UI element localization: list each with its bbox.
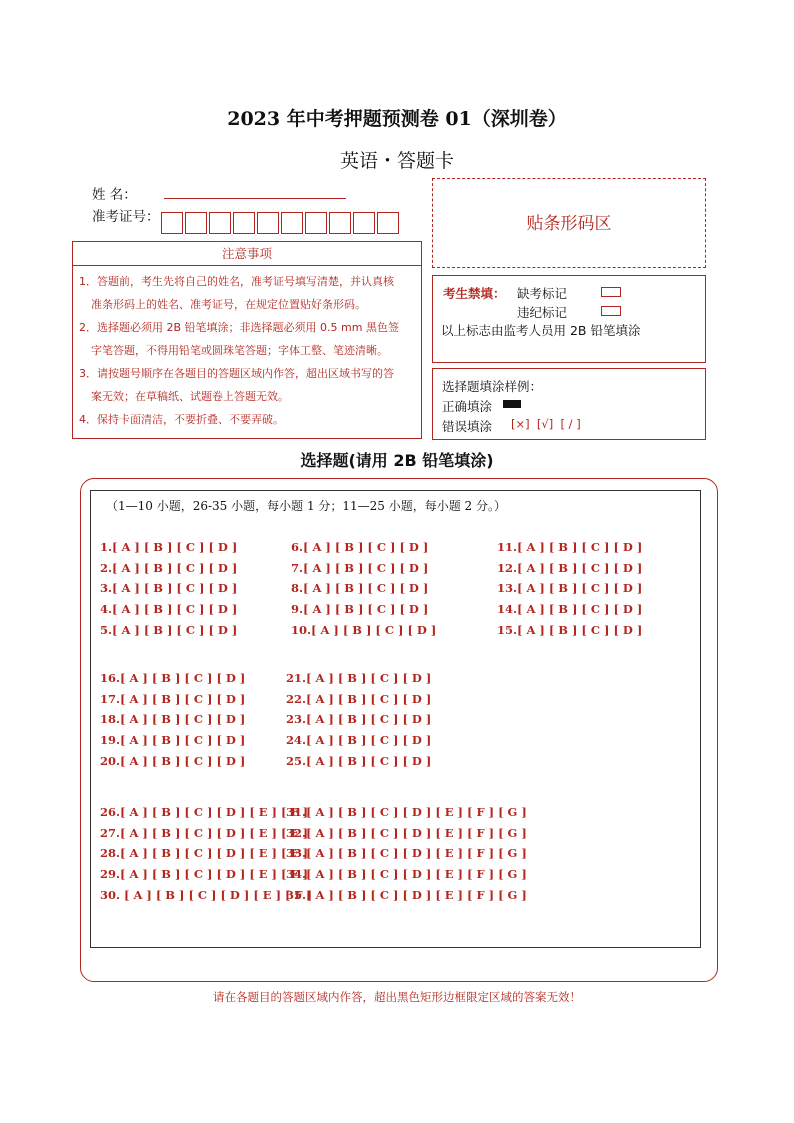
question-row[interactable]: 32.[ A ] [ B ] [ C ] [ D ] [ E ] [ F ] [ G ] xyxy=(286,825,527,840)
question-row[interactable]: 3.[ A ] [ B ] [ C ] [ D ] xyxy=(100,581,238,596)
question-row[interactable]: 30. [ A ] [ B ] [ C ] [ D ] [ E ] [ F ] xyxy=(100,887,313,902)
question-row[interactable]: 29.[ A ] [ B ] [ C ] [ D ] [ E ] [ F ] xyxy=(100,867,309,882)
examiner-note: 以上标志由监考人员用 2B 铅笔填涂 xyxy=(441,323,641,338)
id-digit-box[interactable] xyxy=(233,212,255,234)
section-title: 选择题(请用 2B 铅笔填涂) xyxy=(300,451,494,470)
question-row[interactable]: 21.[ A ] [ B ] [ C ] [ D ] xyxy=(286,671,432,685)
page-title: 2023 年中考押题预测卷 01（深圳卷） xyxy=(227,108,567,130)
question-row[interactable]: 6.[ A ] [ B ] [ C ] [ D ] xyxy=(291,540,429,554)
correct-fill-mark xyxy=(503,400,521,408)
examiner-box xyxy=(432,275,706,363)
question-row[interactable]: 20.[ A ] [ B ] [ C ] [ D ] xyxy=(100,753,246,768)
question-row[interactable]: 26.[ A ] [ B ] [ C ] [ D ] [ E ] [ F ] xyxy=(100,805,309,819)
question-row[interactable]: 31.[ A ] [ B ] [ C ] [ D ] [ E ] [ F ] [ G ] xyxy=(286,805,527,819)
notice-line: 案无效；在草稿纸、试题卷上答题无效。 xyxy=(91,390,289,403)
notice-line: 2．选择题必须用 2B 铅笔填涂；非选择题必须用 0.5 mm 黑色签 xyxy=(79,321,399,334)
scoring-instructions: （1—10 小题，26-35 小题，每小题 1 分；11—25 小题，每小题 2 分。） xyxy=(106,499,507,513)
question-row[interactable]: 9.[ A ] [ B ] [ C ] [ D ] xyxy=(291,602,429,617)
wrong-marks: [×] [√] [ / ] xyxy=(511,417,581,431)
id-digit-box[interactable] xyxy=(185,212,207,234)
id-number-boxes[interactable] xyxy=(161,212,401,234)
correct-label: 正确填涂 xyxy=(442,399,493,414)
id-digit-box[interactable] xyxy=(353,212,375,234)
question-row[interactable]: 18.[ A ] [ B ] [ C ] [ D ] xyxy=(100,712,246,727)
id-digit-box[interactable] xyxy=(305,212,327,234)
question-row[interactable]: 13.[ A ] [ B ] [ C ] [ D ] xyxy=(497,581,643,596)
notice-line: 1．答题前，考生先将自己的姓名，准考证号填写清楚，并认真核 xyxy=(79,275,394,288)
question-row[interactable]: 14.[ A ] [ B ] [ C ] [ D ] xyxy=(497,602,643,617)
question-row[interactable]: 28.[ A ] [ B ] [ C ] [ D ] [ E ] [ F ] xyxy=(100,846,309,861)
barcode-area xyxy=(432,178,706,268)
notice-heading: 注意事项 xyxy=(73,242,421,266)
examiner-label: 考生禁填： xyxy=(443,286,506,301)
question-row[interactable]: 27.[ A ] [ B ] [ C ] [ D ] [ E ] [ F ] xyxy=(100,825,309,840)
question-row[interactable]: 35.[ A ] [ B ] [ C ] [ D ] [ E ] [ F ] [ G ] xyxy=(286,887,527,902)
question-row[interactable]: 12.[ A ] [ B ] [ C ] [ D ] xyxy=(497,560,643,575)
violation-mark[interactable] xyxy=(601,306,621,316)
fill-sample-box xyxy=(432,368,706,440)
footer-warning: 请在各题目的答题区域内作答，超出黑色矩形边框限定区域的答案无效！ xyxy=(213,990,581,1004)
question-row[interactable]: 17.[ A ] [ B ] [ C ] [ D ] xyxy=(100,691,246,706)
question-row[interactable]: 22.[ A ] [ B ] [ C ] [ D ] xyxy=(286,691,432,706)
notice-box xyxy=(72,241,422,439)
wrong-label: 错误填涂 xyxy=(442,419,493,434)
question-row[interactable]: 2.[ A ] [ B ] [ C ] [ D ] xyxy=(100,560,238,575)
notice-line: 3．请按题号顺序在各题目的答题区域内作答，超出区域书写的答 xyxy=(79,367,394,380)
id-digit-box[interactable] xyxy=(281,212,303,234)
question-row[interactable]: 5.[ A ] [ B ] [ C ] [ D ] xyxy=(100,622,238,637)
absent-label: 缺考标记 xyxy=(517,286,568,301)
question-row[interactable]: 23.[ A ] [ B ] [ C ] [ D ] xyxy=(286,712,432,727)
fill-sample-heading: 选择题填涂样例： xyxy=(442,379,543,394)
name-label: 姓 名： xyxy=(92,187,137,203)
id-digit-box[interactable] xyxy=(329,212,351,234)
notice-line: 准条形码上的姓名、准考证号，在规定位置贴好条形码。 xyxy=(91,298,366,311)
name-field[interactable] xyxy=(164,198,346,199)
id-digit-box[interactable] xyxy=(161,212,183,234)
question-row[interactable]: 34.[ A ] [ B ] [ C ] [ D ] [ E ] [ F ] [ G ] xyxy=(286,867,527,882)
question-row[interactable]: 25.[ A ] [ B ] [ C ] [ D ] xyxy=(286,753,432,768)
question-row[interactable]: 15.[ A ] [ B ] [ C ] [ D ] xyxy=(497,622,643,637)
question-row[interactable]: 33.[ A ] [ B ] [ C ] [ D ] [ E ] [ F ] [ G ] xyxy=(286,846,527,861)
question-row[interactable]: 16.[ A ] [ B ] [ C ] [ D ] xyxy=(100,671,246,685)
id-digit-box[interactable] xyxy=(257,212,279,234)
question-row[interactable]: 19.[ A ] [ B ] [ C ] [ D ] xyxy=(100,733,246,748)
barcode-label: 贴条形码区 xyxy=(526,214,612,234)
question-row[interactable]: 10.[ A ] [ B ] [ C ] [ D ] xyxy=(291,622,437,637)
question-row[interactable]: 7.[ A ] [ B ] [ C ] [ D ] xyxy=(291,560,429,575)
notice-line: 字笔答题，不得用铅笔或圆珠笔答题；字体工整、笔迹清晰。 xyxy=(91,344,388,357)
notice-line: 4．保持卡面清洁，不要折叠、不要弄破。 xyxy=(79,413,284,426)
question-row[interactable]: 1.[ A ] [ B ] [ C ] [ D ] xyxy=(100,540,238,554)
page-subtitle: 英语・答题卡 xyxy=(339,150,454,172)
notice-body xyxy=(73,266,421,431)
id-digit-box[interactable] xyxy=(209,212,231,234)
question-row[interactable]: 11.[ A ] [ B ] [ C ] [ D ] xyxy=(497,540,643,554)
id-digit-box[interactable] xyxy=(377,212,399,234)
id-label: 准考证号： xyxy=(92,209,160,225)
violation-label: 违纪标记 xyxy=(517,305,568,320)
question-row[interactable]: 4.[ A ] [ B ] [ C ] [ D ] xyxy=(100,602,238,617)
question-row[interactable]: 24.[ A ] [ B ] [ C ] [ D ] xyxy=(286,733,432,748)
absent-mark[interactable] xyxy=(601,287,621,297)
question-row[interactable]: 8.[ A ] [ B ] [ C ] [ D ] xyxy=(291,581,429,596)
